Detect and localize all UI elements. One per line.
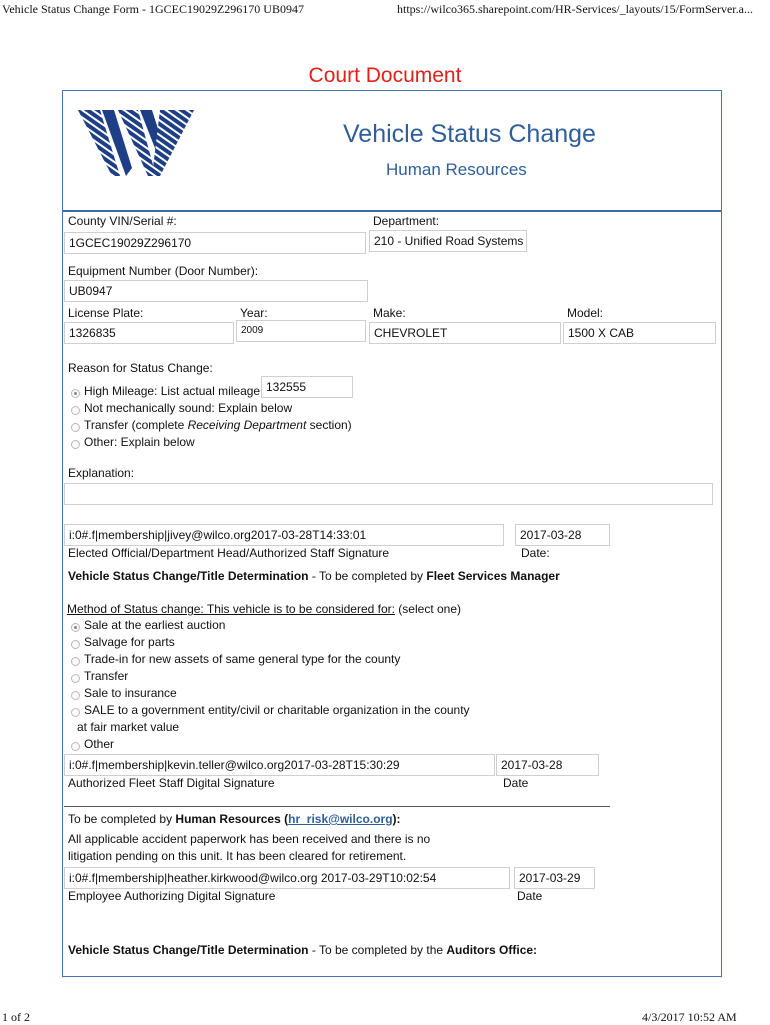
reason-label: Reason for Status Change:: [68, 361, 213, 375]
method-transfer-label: Transfer: [84, 669, 129, 683]
make-field[interactable]: CHEVROLET: [369, 322, 561, 344]
equipment-number-label: Equipment Number (Door Number):: [68, 264, 259, 278]
department-signature-date-label: Date:: [521, 546, 550, 560]
hr-statement-line1: All applicable accident paperwork has been received and there is no: [68, 832, 431, 846]
hr-section-heading: To be completed by Human Resources (hr_risk@wilco.org):: [68, 812, 401, 826]
print-page-count: 1 of 2: [2, 1010, 30, 1024]
method-other-label: Other: [84, 737, 115, 751]
equipment-number-field[interactable]: UB0947: [64, 280, 368, 302]
reason-transfer-radio[interactable]: [71, 423, 80, 432]
license-plate-label: License Plate:: [68, 306, 144, 320]
fleet-section-heading: Vehicle Status Change/Title Determination - To be completed by Fleet Services Manager: [68, 569, 560, 583]
fleet-signature-date-label: Date: [503, 776, 529, 790]
method-transfer-radio[interactable]: [71, 674, 80, 683]
hr-signature-date-field[interactable]: 2017-03-29: [514, 867, 595, 889]
reason-other-label: Other: Explain below: [84, 435, 195, 449]
explanation-label: Explanation:: [68, 466, 135, 480]
wilco-logo: [78, 106, 196, 182]
print-url: https://wilco365.sharepoint.com/HR-Services/_layouts/15/FormServer.a...: [397, 2, 753, 16]
method-label: Method of Status change: This vehicle is to be considered for: (select one): [67, 602, 461, 616]
reason-transfer-label: Transfer (complete Receiving Department section): [84, 418, 352, 432]
hr-email-link[interactable]: hr_risk@wilco.org: [288, 812, 393, 826]
fleet-signature-label: Authorized Fleet Staff Digital Signature: [68, 776, 275, 790]
reason-other-radio[interactable]: [71, 440, 80, 449]
hr-signature-field[interactable]: i:0#.f|membership|heather.kirkwood@wilco.org 2017-03-29T10:02:54: [64, 867, 510, 889]
fleet-signature-date-field[interactable]: 2017-03-28: [496, 754, 599, 776]
reason-high-mileage-radio[interactable]: [71, 389, 80, 398]
method-auction-label: Sale at the earliest auction: [84, 618, 226, 632]
method-government-sale-radio[interactable]: [71, 708, 80, 717]
form-subtitle: Human Resources: [386, 160, 527, 179]
method-government-sale-label: SALE to a government entity/civil or charitable organization in the county: [84, 703, 470, 717]
make-label: Make:: [373, 306, 406, 320]
vin-label: County VIN/Serial #:: [68, 214, 177, 228]
method-trade-in-radio[interactable]: [71, 657, 80, 666]
model-label: Model:: [567, 306, 604, 320]
method-insurance-radio[interactable]: [71, 691, 80, 700]
form-title: Vehicle Status Change: [343, 120, 596, 148]
hr-signature-date-label: Date: [517, 889, 543, 903]
reason-not-sound-label: Not mechanically sound: Explain below: [84, 401, 293, 415]
year-label: Year:: [240, 306, 268, 320]
vin-field[interactable]: 1GCEC19029Z296170: [64, 232, 366, 254]
method-insurance-label: Sale to insurance: [84, 686, 177, 700]
method-auction-radio[interactable]: [71, 623, 80, 632]
mileage-field[interactable]: 132555: [261, 376, 353, 398]
method-other-radio[interactable]: [71, 742, 80, 751]
method-salvage-radio[interactable]: [71, 640, 80, 649]
print-timestamp: 4/3/2017 10:52 AM: [642, 1010, 737, 1024]
print-page-title: Vehicle Status Change Form - 1GCEC19029Z296170 UB0947: [2, 2, 304, 16]
license-plate-field[interactable]: 1326835: [64, 322, 234, 344]
department-signature-date-field[interactable]: 2017-03-28: [515, 524, 610, 546]
hr-statement-line2: litigation pending on this unit. It has been cleared for retirement.: [68, 849, 407, 863]
department-signature-field[interactable]: i:0#.f|membership|jivey@wilco.org2017-03-28T14:33:01: [64, 524, 504, 546]
method-government-sale-label-cont: at fair market value: [77, 720, 180, 734]
reason-high-mileage-label: High Mileage: List actual mileage: [84, 384, 261, 398]
model-field[interactable]: 1500 X CAB: [563, 322, 716, 344]
hr-signature-label: Employee Authorizing Digital Signature: [68, 889, 276, 903]
fleet-signature-field[interactable]: i:0#.f|membership|kevin.teller@wilco.org2017-03-28T15:30:29: [64, 754, 495, 776]
department-field[interactable]: 210 - Unified Road Systems: [369, 230, 527, 252]
department-signature-label: Elected Official/Department Head/Authorized Staff Signature: [68, 546, 390, 560]
hr-section-divider: [64, 806, 610, 807]
method-salvage-label: Salvage for parts: [84, 635, 175, 649]
auditor-section-heading: Vehicle Status Change/Title Determination - To be completed by the Auditors Office:: [68, 943, 538, 957]
department-label: Department:: [373, 214, 440, 228]
explanation-field[interactable]: [64, 483, 713, 505]
year-field[interactable]: 2009: [236, 320, 366, 342]
method-trade-in-label: Trade-in for new assets of same general type for the county: [84, 652, 401, 666]
header-divider: [62, 210, 721, 212]
court-document-label: Court Document: [308, 64, 462, 87]
reason-not-sound-radio[interactable]: [71, 406, 80, 415]
